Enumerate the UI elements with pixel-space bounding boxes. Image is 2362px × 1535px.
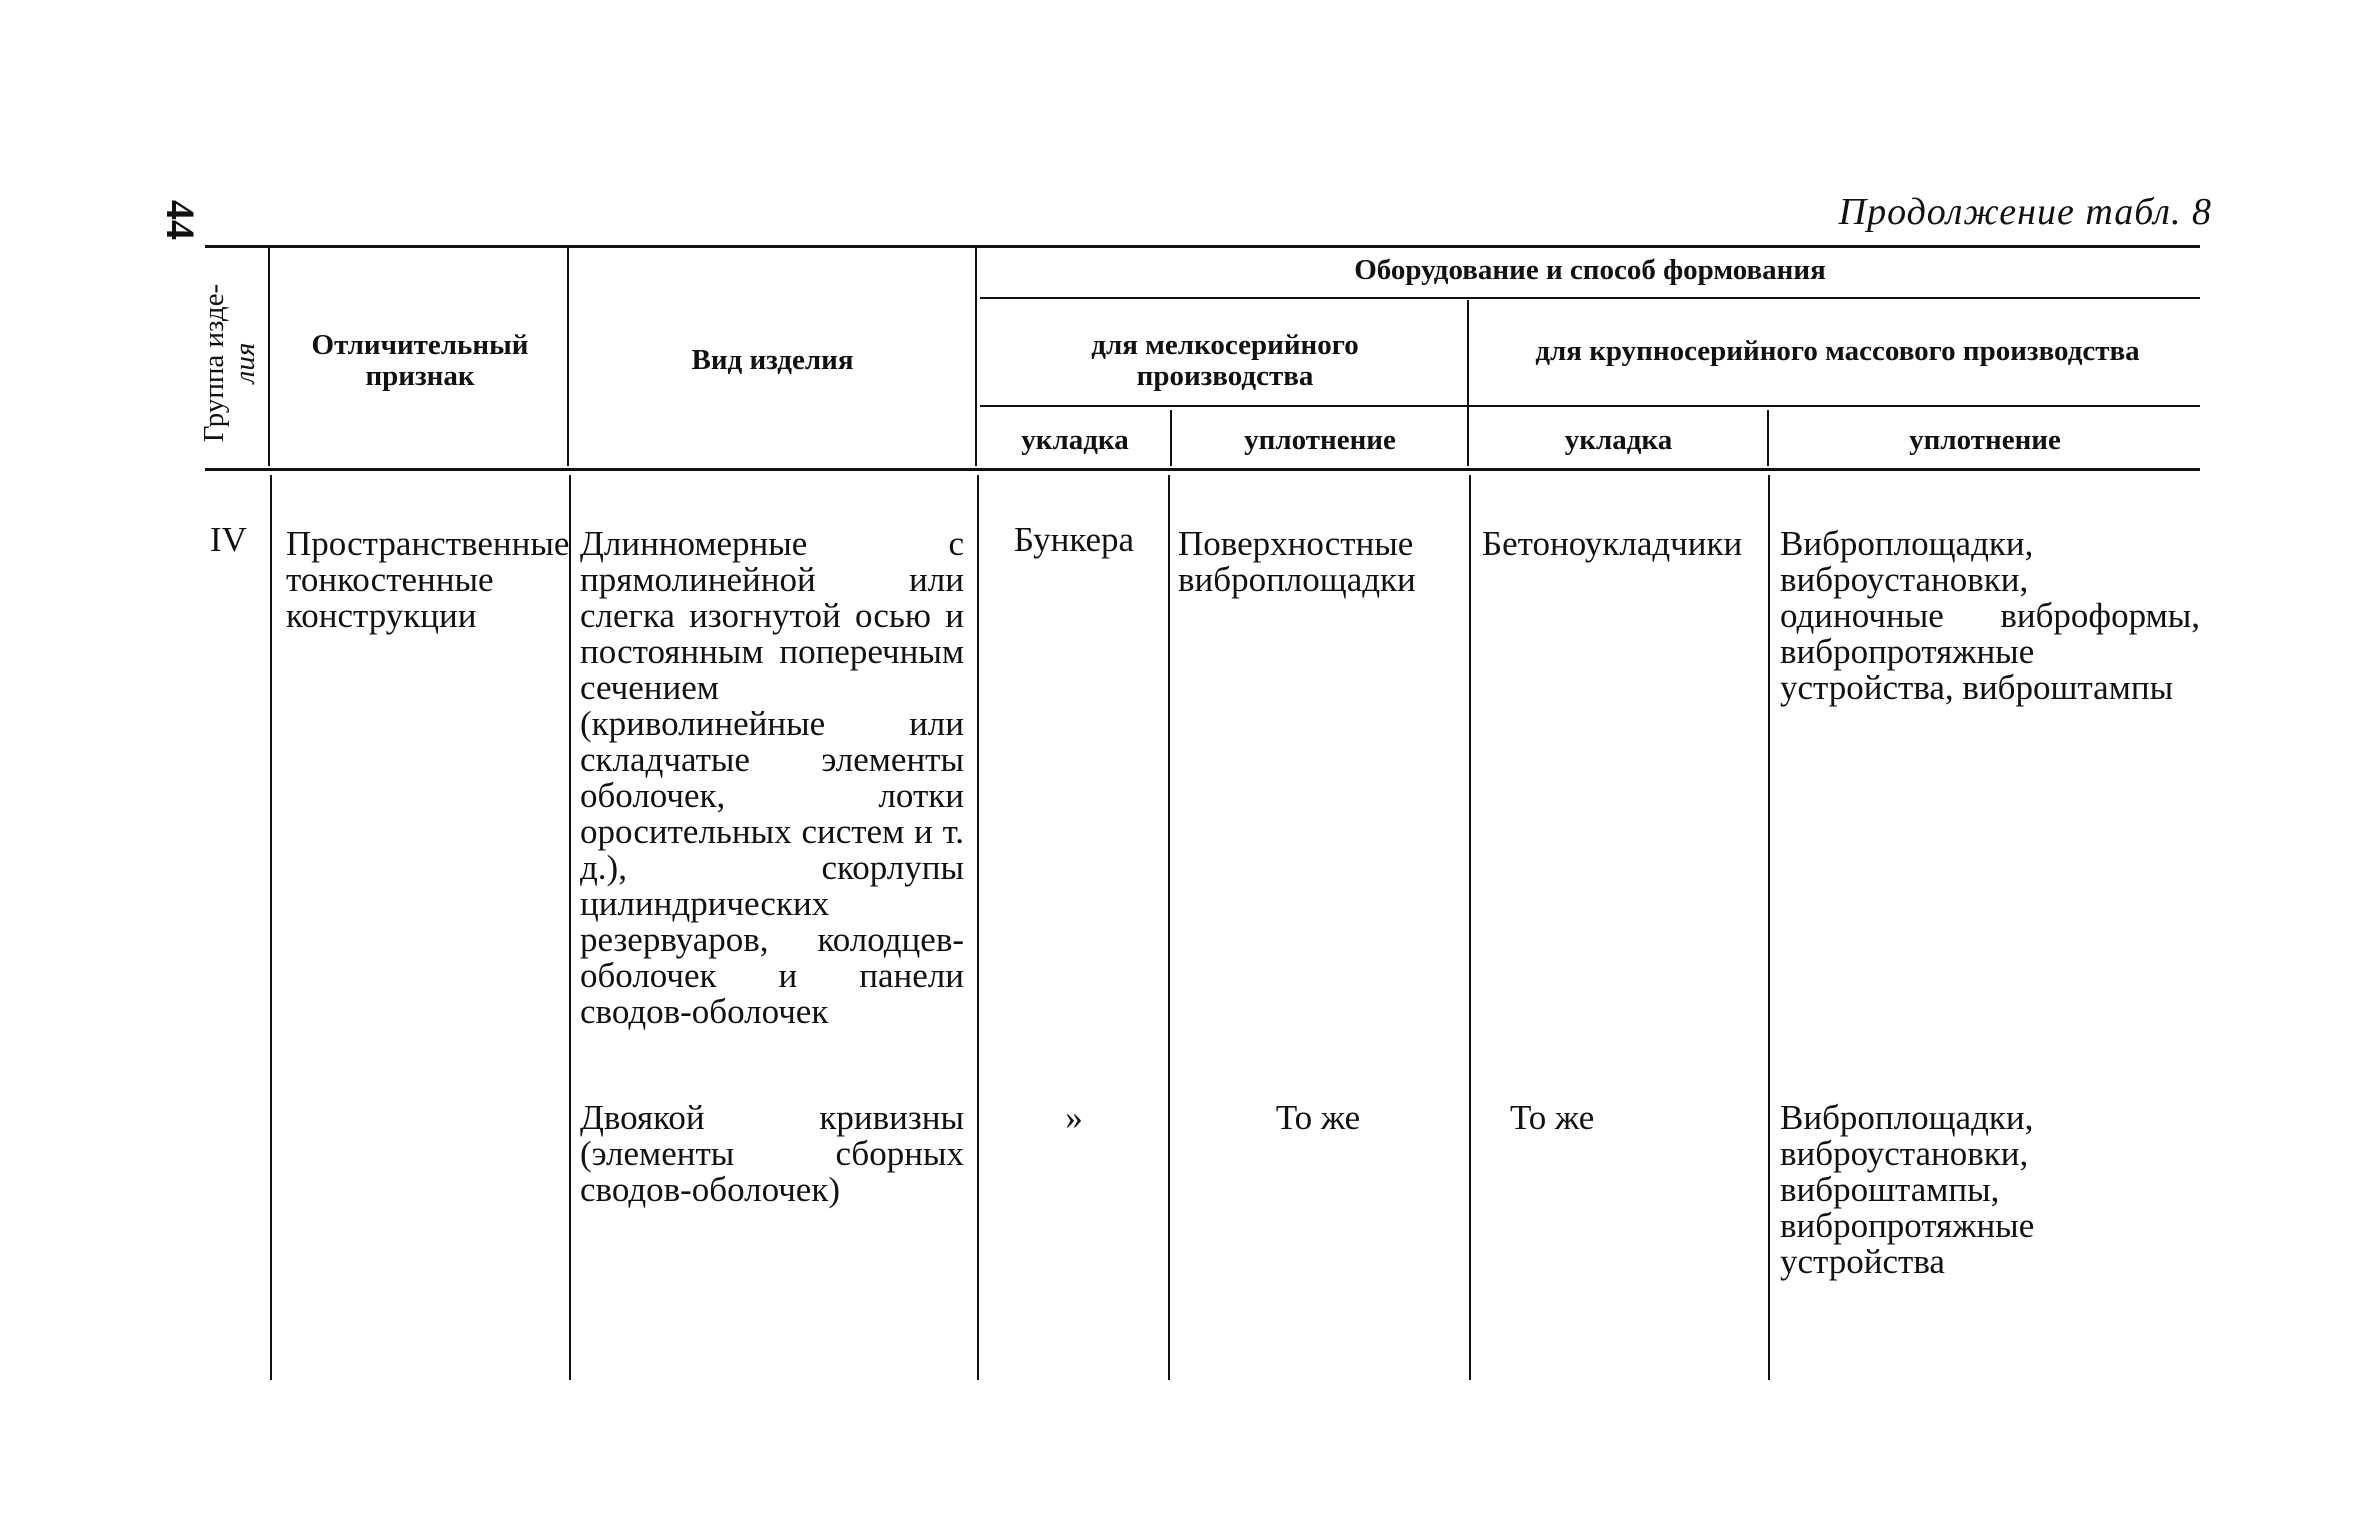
col-divider-4 (1170, 410, 1172, 466)
header-group (199, 263, 265, 463)
body-divider-1 (270, 475, 272, 1380)
table-caption: Продолжение табл. 8 (1838, 191, 2212, 233)
body-divider-4 (1168, 475, 1170, 1380)
header-product-type: Вид изделия (691, 344, 854, 376)
table-top-rule (205, 245, 2200, 248)
row-2-product: Двоякой кривизны (элементы сборных сводов-оболочек) (580, 1098, 964, 1209)
col-divider-2 (567, 248, 569, 466)
body-divider-3 (977, 475, 979, 1380)
row-2-small-compaction: То же (1275, 1098, 1361, 1137)
header-small-series: для мелкосерийного производства (1091, 329, 1359, 392)
col-divider-6 (1767, 410, 1769, 466)
row-1-group: IV (210, 520, 247, 559)
header-small-placement: укладка (1021, 424, 1129, 456)
page-number: 44 (158, 200, 203, 240)
row-1-small-compaction: Поверхностные виброплощадки (1178, 524, 1416, 599)
body-divider-5 (1469, 475, 1471, 1380)
body-divider-2 (569, 475, 571, 1380)
header-bottom-rule (205, 468, 2200, 471)
header-small-compaction: уплотнение (1244, 424, 1396, 456)
header-feature: Отличительный признак (311, 329, 529, 392)
col-divider-1 (268, 248, 270, 466)
row-2-small-placement: » (1065, 1098, 1083, 1137)
row-1-small-placement: Бункера (1013, 520, 1135, 559)
header-large-compaction: уплотнение (1909, 424, 2061, 456)
col-divider-3 (975, 248, 977, 466)
row-1-feature: Пространственные тонкостенные конструкции (286, 524, 570, 635)
series-rule (980, 405, 2200, 407)
header-equipment: Оборудование и способ формования (1354, 254, 1826, 286)
row-2-large-placement: То же (1510, 1098, 1595, 1137)
body-divider-6 (1768, 475, 1770, 1380)
row-1-large-compaction: Виброплощадки, виброустановки, одиночные виброформы, вибропротяжные устройства, виброштампы (1780, 524, 2200, 707)
row-1-product: Длинномерные с прямолинейной или слегка изогнутой осью и постоянным поперечным сечением (криволинейные или складчатые элементы оболочек, лотки оросительных систем и т. д.), скорлупы цилиндрических резервуаров, колодцев-оболочек и панели сводов-оболочек (580, 524, 964, 1031)
row-1-large-placement: Бетоноукладчики (1482, 524, 1743, 563)
col-divider-5 (1467, 300, 1469, 466)
header-group-line-1: Группа изде- (198, 283, 230, 443)
header-large-series: для крупносерийного массового производства (1535, 335, 2140, 367)
header-large-placement: укладка (1564, 424, 1673, 456)
row-2-large-compaction: Виброплощадки, виброустановки, виброштампы, вибропротяжные устройства (1780, 1098, 2035, 1281)
equipment-rule (980, 297, 2200, 299)
header-group-line-2: лия (229, 342, 261, 384)
